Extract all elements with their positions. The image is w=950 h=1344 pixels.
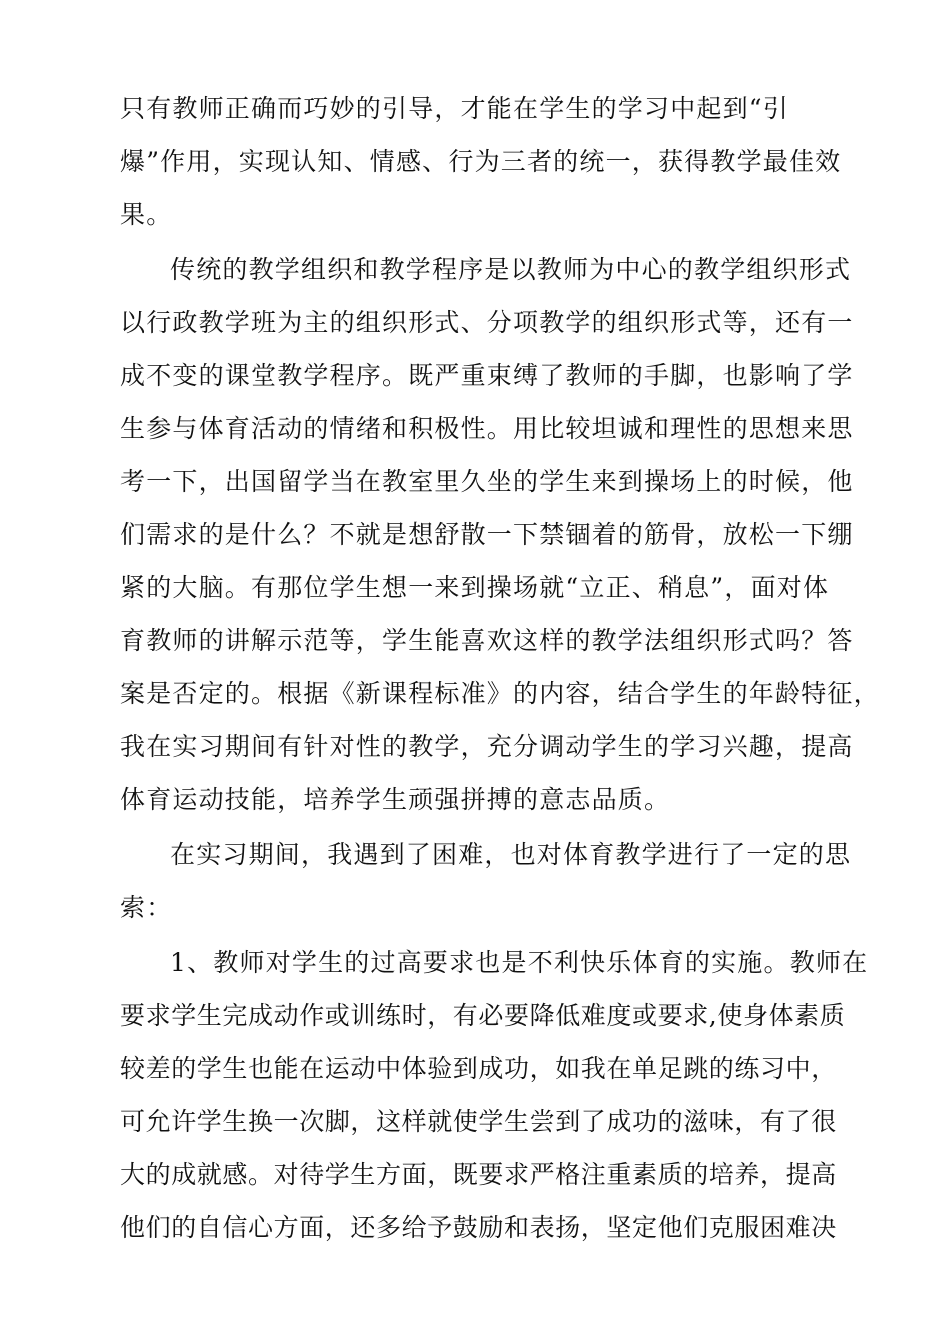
text-line: 传统的教学组织和教学程序是以教师为中心的教学组织形式 bbox=[170, 255, 852, 284]
text-line: 只有教师正确而巧妙的引导，才能在学生的学习中起到“引 bbox=[120, 94, 789, 123]
text-line: 以行政教学班为主的组织形式、分项教学的组织形式等，还有一 bbox=[120, 308, 854, 337]
text-line: 生参与体育活动的情绪和积极性。用比较坦诚和理性的思想来思 bbox=[120, 414, 854, 443]
text-line: 较差的学生也能在运动中体验到成功，如我在单足跳的练习中， bbox=[120, 1054, 837, 1083]
text-line: 育教师的讲解示范等，学生能喜欢这样的教学法组织形式吗？答 bbox=[120, 626, 854, 655]
text-line: 他们的自信心方面，还多给予鼓励和表扬，坚定他们克服困难决 bbox=[120, 1213, 837, 1242]
text-line: 在实习期间，我遇到了困难，也对体育教学进行了一定的思 bbox=[170, 840, 852, 869]
text-line: 索： bbox=[120, 893, 173, 922]
text-line: 成不变的课堂教学程序。既严重束缚了教师的手脚，也影响了学 bbox=[120, 361, 854, 390]
text-line: 考一下，出国留学当在教室里久坐的学生来到操场上的时候，他 bbox=[120, 467, 854, 496]
text-line: 大的成就感。对待学生方面，既要求严格注重素质的培养，提高 bbox=[120, 1160, 837, 1189]
text-line: 紧的大脑。有那位学生想一来到操场就“立正、稍息”，面对体 bbox=[120, 573, 830, 602]
text-line: 爆”作用，实现认知、情感、行为三者的统一，获得教学最佳效 bbox=[120, 147, 842, 176]
text-line: 们需求的是什么？不就是想舒散一下禁锢着的筋骨，放松一下绷 bbox=[120, 520, 854, 549]
text-line: 要求学生完成动作或训练时，有必要降低难度或要求,使身体素质 bbox=[120, 1001, 846, 1030]
text-line: 我在实习期间有针对性的教学，充分调动学生的学习兴趣，提高 bbox=[120, 732, 854, 761]
text-line: 果。 bbox=[120, 200, 173, 229]
text-line: 1、教师对学生的过高要求也是不利快乐体育的实施。教师在 bbox=[170, 948, 869, 977]
text-line: 体育运动技能，培养学生顽强拼搏的意志品质。 bbox=[120, 785, 671, 814]
text-line: 案是否定的。根据《新课程标准》的内容，结合学生的年龄特征， bbox=[120, 679, 880, 708]
text-line: 可允许学生换一次脚，这样就使学生尝到了成功的滋味，有了很 bbox=[120, 1107, 837, 1136]
